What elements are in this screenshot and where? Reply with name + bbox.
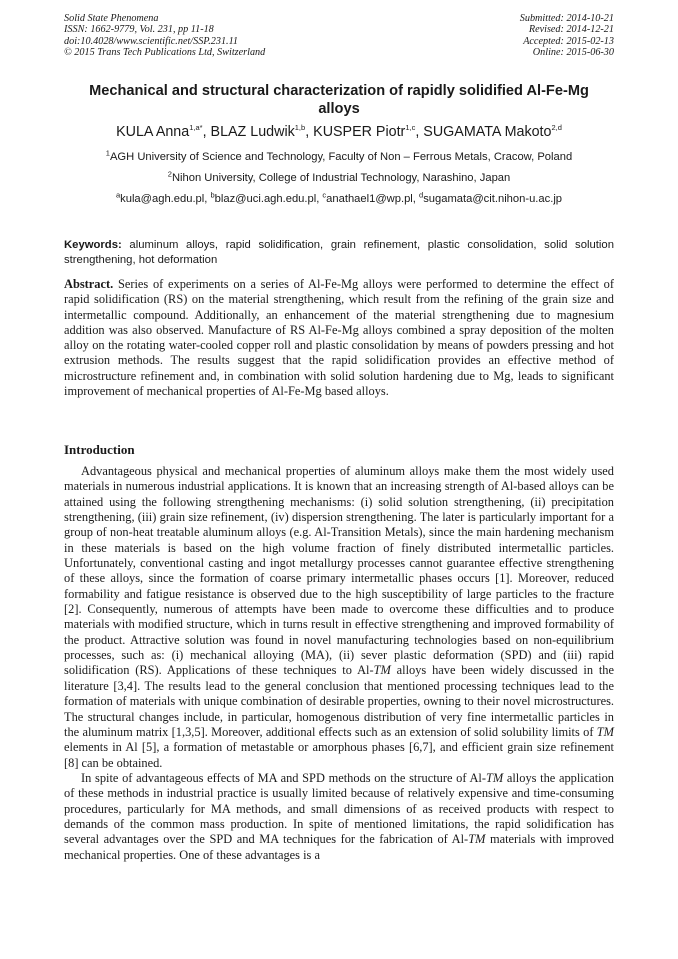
date-revised: Revised: 2014-12-21: [528, 24, 614, 36]
journal-doi: doi:10.4028/www.scientific.net/SSP.231.11: [64, 35, 239, 47]
author-name: KULA Anna: [116, 124, 190, 140]
abstract-label: Abstract.: [64, 277, 114, 291]
author-sup: 1,b: [294, 123, 306, 133]
keywords-label: Keywords:: [64, 239, 122, 251]
paragraph: [64, 464, 614, 771]
paragraph: [64, 771, 614, 863]
text-run: alloys have been widely discussed in the literature [3,4]. The results lead to the general conclusion that mentioned processing techniques lead to the formation of materials with unique combination of desirable properties, owning to their novel microstructures. The structural changes include, in particular, homogenous distribution of very fine intermetallic particles in the aluminum matrix [1,3,5]. Moreover, additional effects such as an extension of solid solubility limits of: [64, 663, 614, 739]
email-sup: a: [115, 190, 121, 200]
date-submitted: Submitted: 2014-10-21: [519, 13, 614, 24]
keywords: [64, 238, 614, 267]
author-sep: ,: [415, 124, 424, 140]
journal-copyright: © 2015 Trans Tech Publications Ltd, Switzerland: [64, 46, 266, 58]
abstract-text: Series of experiments on a series of Al-Fe-Mg alloys were performed to determine the effect of rapid solidification (RS) on the material strengthening, which result from the refining of the grain size and intermetallic compound. Additionally, an enhancement of the material strengthening due to magnesium addition was also observed. Manufacture of RS Al-Fe-Mg alloys combined a spray deposition of the molten alloy on the rotating water-cooled copper roll and plastic consolidation by means of powders pressing and hot extrusion methods. The results suggest that the rapid solidification provides an effective method of microstructure refinement and, in combination with solid solution hardening due to Mg, leads to significant improvement of mechanical properties of Al-Fe-Mg based alloys.: [64, 277, 614, 399]
text-run: Advantageous physical and mechanical properties of aluminum alloys make them the most widely used materials in numerous industrial applications. It is known that an increasing strength of Al-based alloys can be attained using the following strengthening mechanisms: (i) solid solution strengthening, (ii) precipitation strengthening, (iii) grain size refinement, (iv) dispersion strengthening. The later is particularly important for a group of non-heat treatable aluminum alloys (e.g. Al-Transition Metals), since the main hardening mechanism in these materials is based on the high volume fraction of finely distributed intermetallic particles. Unfortunately, conventional casting and ingot metallurgy processes cannot guarantee effective strengthening of these alloys, since the formation of coarse primary intermetallic phases occurs [1]. Moreover, reduced formability and fatigue resistance is observed due to the high susceptibility of large particles to the fracture [2]. Consequently, numerous of attempts have been made to overcome these difficulties and to produce materials with modified structure, which in turns result in effective strengthening and improved formability of the product. Attractive solution was found in novel manufacturing technologies based on non-equilibrium processes, such as: (i) mechanical alloying (MA), (ii) sever plastic deformation (SPD) and (iii) rapid solidification (RS). Applications of these techniques to Al-: [64, 464, 614, 678]
email-sup: b: [210, 190, 215, 200]
email-sup: d: [419, 190, 424, 200]
section-heading: Introduction: [64, 442, 135, 457]
affiliation-2: [40, 171, 638, 185]
abstract: [64, 277, 614, 399]
journal-name: Solid State Phenomena: [64, 13, 159, 24]
publication-dates: [520, 13, 614, 58]
author-emails: [40, 192, 638, 206]
affiliation-1: [40, 150, 638, 164]
email-link[interactable]: anathael1@wp.pl,: [326, 193, 420, 205]
author-sup: 1,c: [405, 123, 416, 133]
author-name: SUGAMATA Makoto: [423, 124, 552, 140]
email-link[interactable]: sugamata@cit.nihon-u.ac.jp: [423, 193, 563, 205]
author-name: BLAZ Ludwik: [210, 124, 295, 140]
email-sup: c: [322, 190, 327, 200]
text-run: In spite of advantageous effects of MA and SPD methods on the structure of Al-: [81, 770, 486, 785]
text-run-italic: TM: [485, 770, 504, 785]
affiliation-text: Nihon University, College of Industrial Technology, Narashino, Japan: [171, 172, 511, 184]
journal-issn: ISSN: 1662-9779, Vol. 231, pp 11-18: [64, 24, 214, 36]
journal-info: [64, 13, 265, 58]
email-link[interactable]: kula@agh.edu.pl,: [120, 193, 211, 205]
text-run: elements in Al [5], a formation of metastable or amorphous phases [6,7], and efficient grain size refinement [8] can be obtained.: [64, 740, 614, 770]
date-accepted: Accepted: 2015-02-13: [523, 35, 614, 47]
author-sup: 2,d: [551, 123, 562, 133]
author-sep: ,: [202, 124, 211, 140]
author-sep: ,: [305, 124, 314, 140]
text-run-italic: TM: [468, 832, 486, 847]
title-line-1: Mechanical and structural characterization of rapidly solidified Al-Fe-Mg: [89, 83, 589, 99]
author-list: [64, 123, 614, 141]
text-run: alloys the application of these methods in industrial practice is usually limited because of relatively expensive and time-consuming procedures, particularly for MA methods, and small dimensions of as received products with respect to demands of the common mass production. In spite of mentioned limitations, the rapid solidification has several advantages over the SPD and MA techniques for the fabrication of Al-: [64, 770, 614, 847]
author-sup: 1,a*: [189, 123, 203, 133]
affiliation-sup: 1: [105, 148, 110, 158]
paper-title: [64, 82, 614, 118]
author-name: KUSPER Piotr: [313, 124, 406, 140]
date-online: Online: 2015-06-30: [532, 46, 614, 58]
affiliation-sup: 2: [167, 169, 172, 179]
title-line-2: alloys: [318, 101, 360, 117]
text-run-italic: TM: [373, 663, 391, 678]
text-run-italic: TM: [596, 724, 614, 739]
keywords-text: aluminum alloys, rapid solidification, grain refinement, plastic consolidation, solid solution strengthening, hot deformation: [64, 239, 614, 266]
affiliation-text: AGH University of Science and Technology, Faculty of Non – Ferrous Metals, Cracow, Poland: [109, 151, 573, 163]
text-run: materials with improved mechanical properties. One of these advantages is a: [64, 832, 614, 862]
introduction-body: [64, 464, 614, 863]
email-link[interactable]: blaz@uci.agh.edu.pl,: [214, 193, 323, 205]
